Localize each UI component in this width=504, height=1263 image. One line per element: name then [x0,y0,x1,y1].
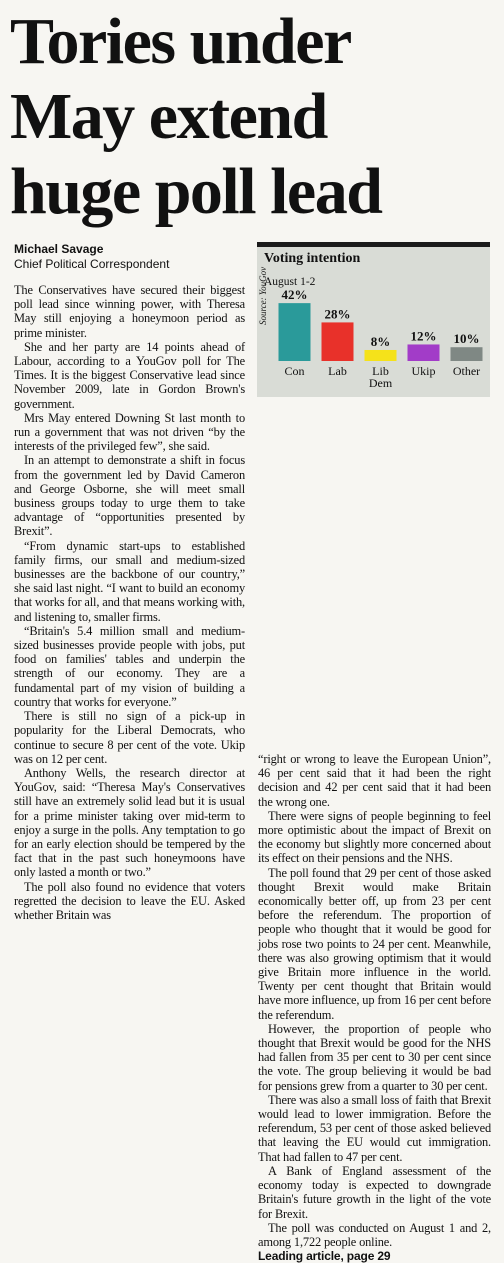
paragraph: “From dynamic start-ups to established family firms, our small and medium-sized businesses are the backbone of our country,” she said last night. “I want to build an economy that works for all, and that means working with, and listening to, smaller firms. [14,538,245,624]
category-label: Ukip [411,364,436,378]
paragraph: There were signs of people beginning to feel more optimistic about the impact of Brexit on the economy but slightly more concerned about its effect on their pensions and the NHS. [258,808,491,866]
paragraph: There is still no sign of a pick-up in popularity for the Liberal Democrats, who continue to secure 8 per cent of the vote. Ukip was on 12 per cent. [14,709,245,766]
chart-panel [257,247,490,397]
paragraph: “right or wrong to leave the European Union”, 46 per cent said that it had been the right decision and 42 per cent said that it had been the wrong one. [258,752,491,809]
chart-source: Source: YouGov [258,266,268,325]
category-label: Lab [328,364,347,378]
value-label: 28% [324,306,351,322]
bar-lab [322,322,354,361]
byline [14,242,169,272]
article-column-1 [14,283,245,922]
headline-line-3: huge poll lead [10,155,382,228]
paragraph: However, the proportion of people who thought that Brexit would be good for the NHS had fallen from 35 per cent to 30 per cent since the vote. The group believing it would be bad for pensions grew from a quarter to 30 per cent. [258,1021,491,1093]
category-label: Dem [368,376,393,390]
headline-line-2: May extend [10,80,327,153]
paragraph: In an attempt to demonstrate a shift in focus from the government led by David Cameron and George Osborne, she will meet small business groups today to urge them to take advantage of “opportunities presented by Brexit”. [14,453,245,539]
value-label: 8% [370,333,391,349]
byline-name: Michael Savage [14,242,104,256]
bar-con [279,303,311,361]
paragraph: The Conservatives have secured their biggest poll lead since winning power, with Theresa May still enjoying a honeymoon period as prime minister. [14,283,245,340]
paragraph: Anthony Wells, the research director at YouGov, said: “Theresa May's Conservatives still have an extremely solid lead but it is usual for a prime minister taking over mid-term to enjoy a surge in the polls. Any temptation to go for an early election should be tempered by the fact that in the past such honeymoons have only lasted a month or two.” [14,765,245,880]
category-label: Con [284,364,305,378]
bar-other [451,347,483,361]
chart-title: Voting intention [264,251,361,266]
headline-line-1: Tories under [10,5,351,78]
paragraph: Mrs May entered Downing St last month to run a government that was not driven “by the interests of the privileged few”, she said. [14,410,245,454]
paragraph: “Britain's 5.4 million small and medium-sized businesses provide people with jobs, put food on families' tables and underpin the strength of our economy. They are a fundamental part of my vision of building a country that works for everyone.” [14,623,245,709]
paragraph: A Bank of England assessment of the economy today is expected to downgrade Britain's future growth in the light of the vote for Brexit. [258,1163,491,1221]
paragraph: She and her party are 14 points ahead of Labour, according to a YouGov poll for The Times. It is the biggest Conservative lead since November 2009, late in Gordon Brown's government. [14,339,245,411]
leading-article-reference: Leading article, page 29 [258,1249,391,1263]
byline-role: Chief Political Correspondent [14,257,170,271]
bar-ukip [408,344,440,361]
paragraph: The poll also found no evidence that voters regretted the decision to leave the EU. Asked whether Britain was [14,879,245,922]
paragraph: The poll was conducted on August 1 and 2, among 1,722 people online. [258,1220,491,1249]
category-label: Other [452,364,481,378]
headline [10,4,500,229]
voting-intention-chart [257,242,490,730]
article-column-2 [258,752,491,1263]
paragraph: There was also a small loss of faith that Brexit would lead to lower immigration. Before the referendum, 53 per cent of those asked believed that leaving the EU would cut immigration. That had fallen to 47 per cent. [258,1092,492,1164]
value-label: 42% [281,287,308,303]
value-label: 10% [453,331,480,347]
category-label: Lib [372,364,389,378]
bar-lib-dem [365,350,397,361]
paragraph: The poll found that 29 per cent of those asked thought Brexit would make Britain economically better off, up from 23 per cent before the referendum. The proportion of people who thought that it would be good for jobs rose two points to 24 per cent. Meanwhile, there was also growing optimism that it would give Britain more influence in the world. Twenty per cent thought that Britain would have more influence, up from 16 per cent before the referendum. [258,865,491,1022]
chart-plot [257,247,490,397]
value-label: 12% [410,328,437,344]
chart-subtitle: August 1-2 [264,276,316,288]
